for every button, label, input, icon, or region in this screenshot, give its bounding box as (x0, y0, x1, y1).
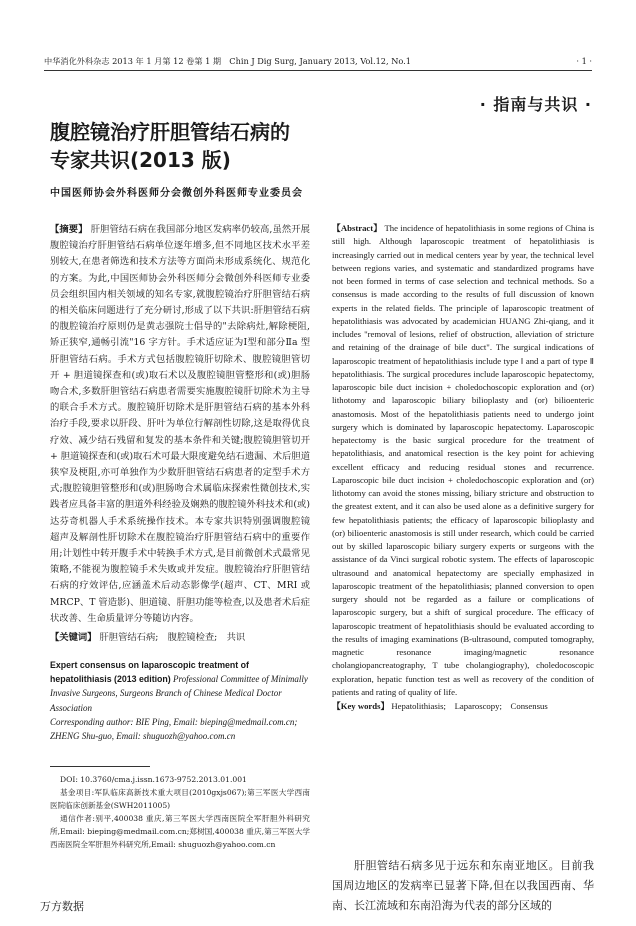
running-header (44, 56, 592, 71)
abstract-en-text: The incidence of hepatolithiasis in some regions of China is still high. Although laparoscopic treatment of hepatolithiasis is increasingly carried out in medical centers year by year, the technical level between regions varies, and systematic and standardized programs have not been formed in terms of case selection and technical methods. So a consensus is made according to the results of full discussion of known experts in the related fields. The principle of laparoscopic treatment of hepatolithiasis was advocated by academician HUANG Zhi-qiang, and it includes "removal of lesions, relief of obstruction, alleviation of stricture and retaining of the drainage of bile duct". The surgical indications of laparoscopic treatment of hepatolithiasis include type Ⅰ and a part of type Ⅱ hepatolithiasis. The surgical procedures include laparoscopic hepatectomy, laparoscopic bile duct incision + choledochoscopic exploration and (or) lithotomy and laparoscopic biliary bilioplasty and (or) bilioenteric anastomosis. Most of the hepatolithiasis patients need to undergo joint surgery which is dominated by laparoscopic hepatectomy. Laparoscopic hepatectomy is the basic surgical procedure for the treatment of hepatolithiasis, and anatomical resection is the key point for achieving excellent efficacy and reducing residual stones and recurrence. Laparoscopic bile duct incision + choledochoscopic exploration and (or) lithotomy can avoid the stones missing, biliary stricture and obstruction to the greatest extent, and it can also be used alone as a definitive surgery for few hepatolithiasis patients; the efficacy of laparoscopic bilioplasty and (or) bilioenteric anastomosis is still under research, which could be carried out by skilled laparoscopic biliary surgery experts or surgeons with the assistance of da Vinci surgical robotic system. The effects of laparoscopic ultrasound and anatomical hepatectomy are specially emphasized in laparoscopic treatment of the hepatolithiasis; planned conversion to open surgery should not be regarded as a failure or complications of laparoscopic surgery, but a shift of surgical procedure. The efficacy of laparoscopic treatment of hepatolithiasis should be evaluated according to the results of imaging examinations (B-ultrasound, computed tomography, magnetic resonance imaging/magnetic resonance cholangiopancreatography, T tube cholangiography), choledocoscopic exploration, hepatic function test as well as recovery of the condition of patients and rating of quality of life. (332, 223, 595, 697)
footnote-correspondence: 通信作者:别平,400038 重庆,第三军医大学西南医院全军肝胆外科研究所,Email: bieping@medmail.com.cn;郑树国,400038 重庆,第三军医大学西南医院全军肝胆外科研究所,Email: shuguozh@yahoo.com.cn (50, 814, 310, 849)
author-organization: 中国医师协会外科医师分会微创外科医师专业委员会 (50, 188, 303, 199)
abstract-cn-paragraph (50, 222, 310, 627)
body-intro-paragraph: 肝胆管结石病多见于远东和东南亚地区。目前我国周边地区的发病率已显著下降,但在以我国西南、华南、长江流域和东南沿海为代表的部分区域的 (332, 859, 594, 912)
title-line-2: 专家共识(2013 版) (50, 148, 231, 172)
keywords-cn (50, 630, 310, 646)
footnote-divider (50, 766, 150, 767)
footnote-funding: 基金项目:军队临床高新技术重大项目(2010gxjs067);第三军医大学西南医院临床创新基金(SWH2011005) (50, 788, 310, 810)
chinese-abstract (50, 222, 310, 646)
keywords-en-text: Hepatolithiasis; Laparoscopy; Consensus (391, 701, 548, 711)
keywords-en (332, 700, 594, 713)
keywords-cn-label: 【关键词】 (50, 632, 97, 644)
footnote-doi: DOI: 10.3760/cma.j.issn.1673-9752.2013.01.001 (60, 775, 247, 784)
body-text (332, 856, 594, 916)
watermark: 万方数据 (40, 900, 84, 913)
english-title: Expert consensus on laparoscopic treatment of hepatolithiasis (2013 edition) (50, 660, 249, 685)
english-authors: Professional Committee of Minimally Invasive Surgeons, Surgeons Branch of Chinese Medical Doctor Association (50, 674, 308, 713)
keywords-en-label: 【Key words】 (332, 701, 390, 711)
page-number: · 1 · (576, 56, 592, 66)
title-line-1: 腹腔镜治疗肝胆管结石病的 (50, 120, 290, 144)
corresponding-authors: Corresponding author: BIE Ping, Email: bieping@medmail.com.cn; ZHENG Shu-guo, Email: shuguozh@yahoo.com.cn (50, 716, 298, 742)
journal-citation: 中华消化外科杂志 2013 年 1 月第 12 卷第 1 期 Chin J Dig Surg, January 2013, Vol.12, No.1 (44, 56, 411, 66)
english-title-block (50, 658, 310, 743)
abstract-en-paragraph (332, 222, 594, 699)
section-tag: · 指南与共识 · (479, 95, 592, 114)
english-abstract (332, 222, 594, 713)
keywords-cn-text: 肝胆管结石病; 腹腔镜检查; 共识 (99, 632, 246, 644)
abstract-cn-text: 肝胆管结石病在我国部分地区发病率仍较高,虽然开展腹腔镜治疗肝胆管结石病单位逐年增多,但不同地区技术水平差别较大,在患者筛选和技术方法等方面尚未形成系统化、规范化的方案。为此,中国医师协会外科医师分会微创外科医师专业委员会组织国内相关领域的知名专家,就腹腔镜治疗肝胆管结石病的相关临床问题进行了充分研讨,形成了以下共识:肝胆管结石病的腹腔镜治疗原则仍是黄志强院士倡导的"去除病灶,解除梗阻,矫正狭窄,通畅引流"16 字方针。手术适应证为Ⅰ型和部分Ⅱa 型肝胆管结石病。手术方式包括腹腔镜肝切除术、腹腔镜胆管切开 + 胆道镜探查和(或)取石术以及腹腔镜胆管整形和(或)胆肠吻合术,多数肝胆管结石病患者需要实施腹腔镜肝切除术为主导的联合手术方式。腹腔镜肝切除术是肝胆管结石病的基本外科治疗手段,要求以肝段、肝叶为单位行解剖性切除,这是取得优良疗效、减少结石残留和复发的基本条件和关键;腹腔镜胆管切开 + 胆道镜探查和(或)取石术可最大限度避免结石遗漏、术后胆道狭窄及梗阻,亦可单独作为少数肝胆管结石病患者的定型手术方式;腹腔镜胆管整形和(或)胆肠吻合术属临床探索性微创技术,实践者应具备丰富的胆道外科经验及娴熟的腹腔镜外科技术和(或)达芬奇机器人手术系统操作技术。本专家共识特别强调腹腔镜超声及解剖性肝切除术在腹腔镜治疗肝胆管结石病中的重要作用;计划性中转开腹手术中转换手术方式,是目前微创术式最常见策略,不能视为腹腔镜手术失败或并发症。腹腔镜治疗肝胆管结石病的疗效评估,应涵盖术后动态影像学(超声、CT、MRI 或 MRCP、T 管造影)、胆道镜、肝胆功能等检查,以及患者术后症状改善、生命质量评分等随访内容。 (50, 224, 310, 624)
abstract-en-label: 【Abstract】 (332, 223, 383, 233)
footnotes (50, 773, 310, 851)
article-title (50, 118, 290, 174)
abstract-cn-label: 【摘要】 (50, 224, 88, 235)
